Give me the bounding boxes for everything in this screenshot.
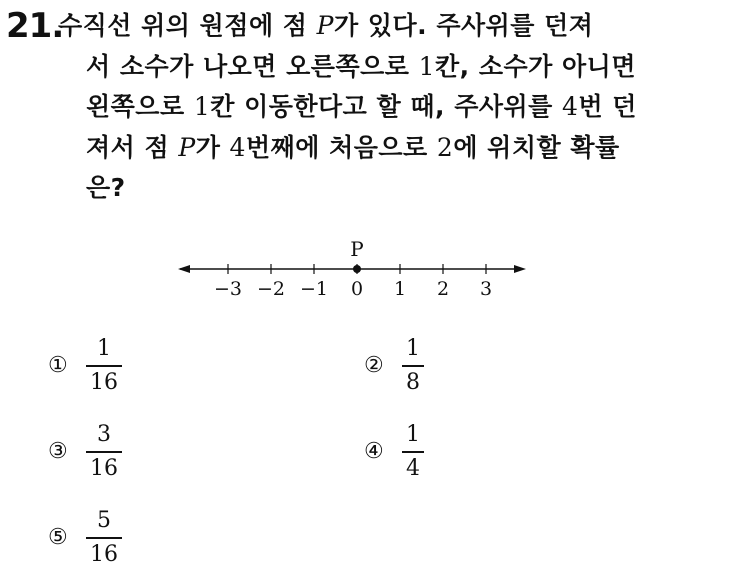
numerator: 1	[406, 422, 420, 447]
question-text-segment: 1	[418, 51, 436, 81]
tick-label: −2	[256, 278, 286, 300]
question-number: 21.	[6, 6, 64, 46]
choice-3[interactable]	[48, 422, 122, 482]
choice-marker: ②	[364, 353, 384, 379]
question-text-segment: 왼쪽으로	[86, 92, 194, 121]
question-text-segment: P	[316, 11, 334, 40]
denominator: 8	[406, 369, 420, 395]
tick-label: 3	[479, 278, 493, 300]
choice-fraction	[402, 422, 424, 482]
point-p-marker	[353, 265, 361, 273]
question-text-segment: 1	[193, 92, 211, 121]
left-arrow-icon	[178, 265, 190, 273]
choice-marker: ①	[48, 353, 68, 379]
question-text-segment: 수직선 위의 원점에 점	[58, 11, 317, 40]
question-text-segment: 가	[195, 132, 230, 162]
tick-label: 0	[350, 278, 364, 300]
denominator: 16	[90, 541, 118, 567]
choice-marker: ④	[364, 439, 384, 465]
choice-fraction	[402, 336, 424, 396]
number-line-figure	[170, 232, 540, 302]
question-text-segment: 4	[229, 132, 246, 162]
fraction-bar	[402, 451, 424, 453]
question-text	[58, 6, 698, 209]
numerator: 1	[406, 336, 420, 361]
choice-1[interactable]	[48, 336, 122, 396]
numerator: 5	[97, 508, 111, 533]
point-p-label: P	[350, 237, 364, 261]
question-text-segment: 가 있다. 주사위를 던져	[334, 11, 594, 40]
question-line	[58, 6, 698, 47]
fraction-bar	[86, 451, 122, 453]
question-line	[58, 47, 698, 88]
question-text-segment: P	[178, 132, 196, 162]
question-text-segment: 은?	[86, 173, 126, 202]
choice-fraction	[86, 422, 122, 482]
tick-label: −1	[299, 278, 329, 300]
choice-fraction	[86, 336, 122, 396]
question-line	[58, 87, 698, 128]
choice-fraction	[86, 508, 122, 568]
denominator: 16	[90, 455, 118, 481]
choice-2[interactable]	[364, 336, 424, 396]
question-text-segment: 칸 이동한다고 할 때, 주사위를	[210, 92, 563, 121]
choice-4[interactable]	[364, 422, 424, 482]
question-text-segment: 서 소수가 나오면 오른쪽으로	[86, 51, 419, 81]
choice-5[interactable]	[48, 508, 122, 568]
numerator: 1	[97, 336, 111, 361]
right-arrow-icon	[514, 265, 526, 273]
question-text-segment: 에 위치할 확률	[453, 132, 620, 162]
fraction-bar	[402, 365, 424, 367]
numerator: 3	[97, 422, 111, 447]
tick-label: 1	[393, 278, 407, 300]
question-text-segment: 져서 점	[86, 132, 179, 162]
question-text-segment: 번째에 처음으로	[245, 132, 437, 162]
fraction-bar	[86, 365, 122, 367]
denominator: 4	[406, 455, 420, 481]
denominator: 16	[90, 369, 118, 395]
question-text-segment: 칸, 소수가 아니면	[435, 51, 636, 81]
choice-marker: ③	[48, 439, 68, 465]
question-line	[58, 168, 698, 209]
question-line	[58, 128, 698, 169]
fraction-bar	[86, 537, 122, 539]
choice-marker: ⑤	[48, 525, 68, 551]
question-text-segment: 2	[436, 132, 454, 162]
tick-label: 2	[436, 278, 450, 300]
question-text-segment: 번 던	[578, 92, 637, 121]
question-text-segment: 4	[562, 92, 579, 121]
tick-label: −3	[213, 278, 243, 300]
